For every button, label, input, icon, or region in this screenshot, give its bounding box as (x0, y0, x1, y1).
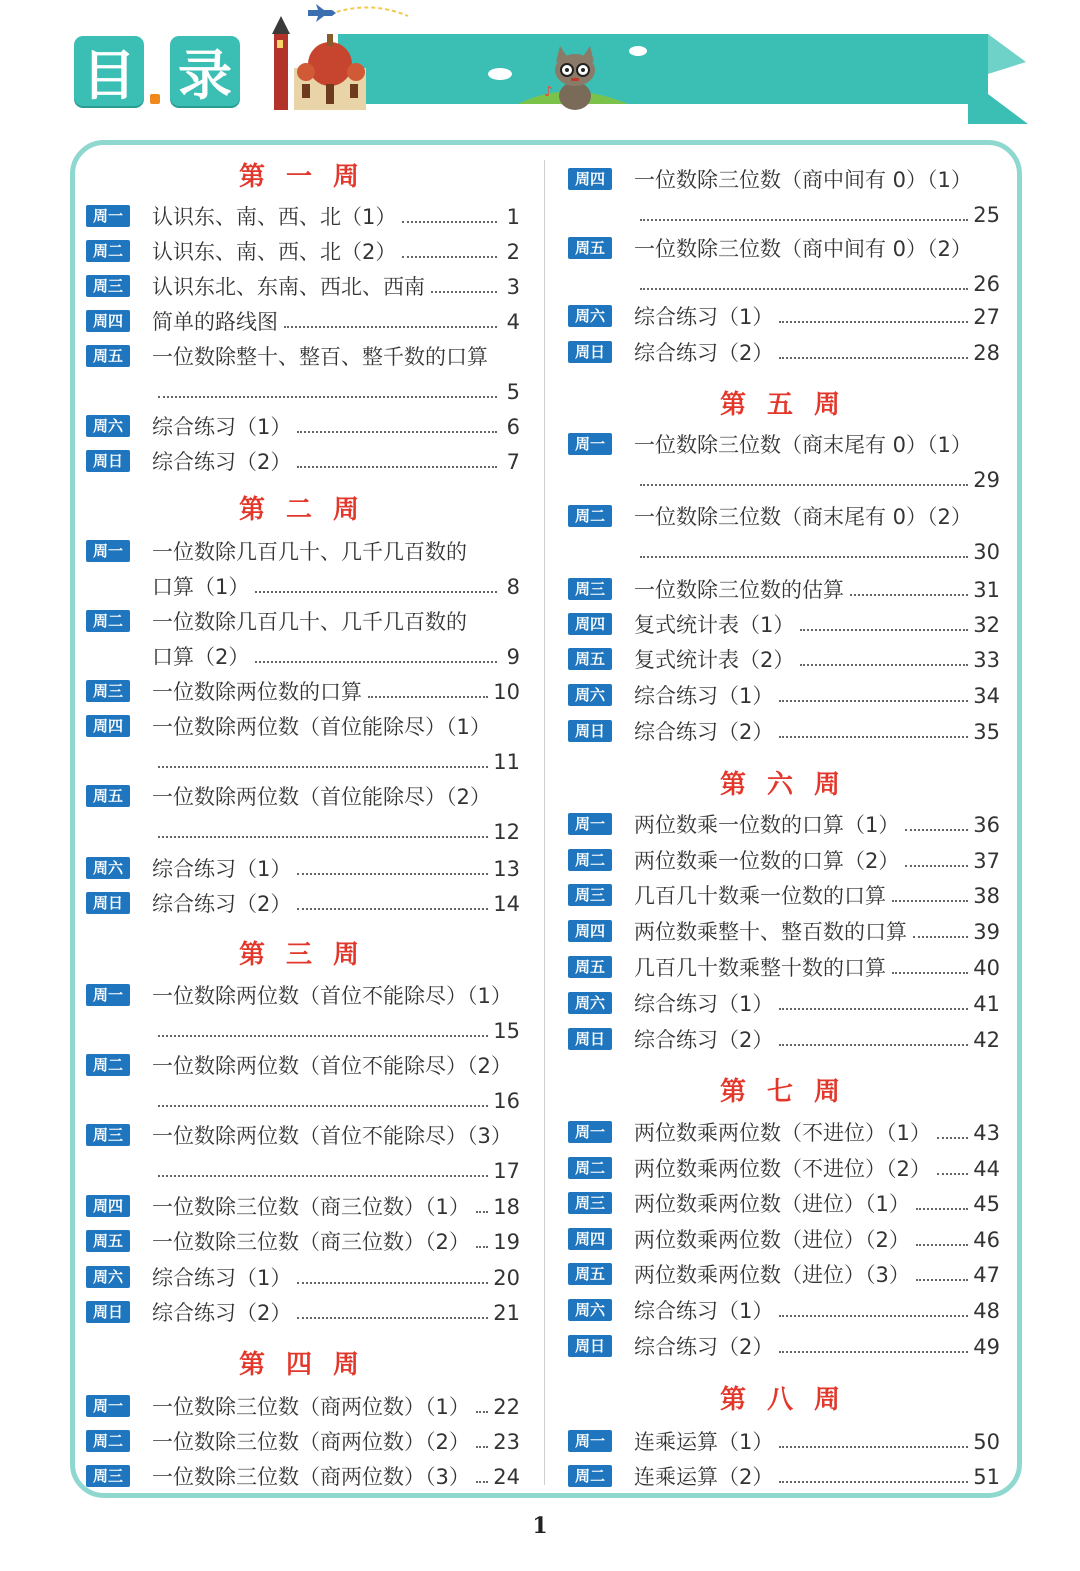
dot-leader (297, 466, 497, 468)
day-badge: 周四 (86, 715, 130, 737)
dot-leader (476, 1211, 488, 1213)
entry-title: 一位数除三位数（商中间有 0）（1） (634, 168, 972, 192)
day-badge: 周二 (86, 610, 130, 632)
entry-title: 一位数除三位数（商末尾有 0）（1） (634, 433, 972, 457)
dot-leader (800, 664, 968, 666)
cat-mascot-icon (540, 44, 610, 110)
dot-leader (640, 556, 968, 558)
entry-title: 两位数乘两位数（不进位）（2） (634, 1157, 931, 1181)
dot-leader (779, 700, 968, 702)
day-badge: 周日 (86, 892, 130, 914)
dot-leader (905, 829, 968, 831)
dot-leader (779, 1008, 968, 1010)
entry-title: 两位数乘一位数的口算（1） (634, 813, 900, 837)
week-title: 第 五 周 (719, 390, 847, 420)
day-badge: 周一 (568, 813, 612, 835)
day-badge: 周一 (568, 1121, 612, 1143)
day-badge: 周四 (86, 1195, 130, 1217)
dot-leader (779, 1315, 968, 1317)
page-ref: 51 (973, 1465, 1000, 1489)
day-badge: 周五 (568, 956, 612, 978)
day-badge: 周三 (86, 275, 130, 297)
day-badge: 周一 (86, 1395, 130, 1417)
entry-title: 连乘运算（1） (634, 1430, 774, 1454)
page-ref: 45 (973, 1192, 1000, 1216)
dot-leader (892, 972, 968, 974)
dot-leader (297, 1317, 488, 1319)
week-title: 第 三 周 (238, 940, 366, 970)
entry-title: 几百几十数乘整十数的口算 (634, 956, 886, 980)
entry-title: 综合练习（2） (634, 1028, 774, 1052)
column-divider (544, 160, 545, 1485)
day-badge: 周日 (86, 1301, 130, 1323)
dot-leader (779, 1446, 968, 1448)
dot-leader (158, 836, 488, 838)
day-badge: 周四 (86, 310, 130, 332)
dot-leader (158, 766, 488, 768)
entry-title: 一位数除整十、整百、整千数的口算 (152, 345, 488, 369)
entry-title: 综合练习（1） (152, 415, 292, 439)
entry-title: 两位数乘一位数的口算（2） (634, 849, 900, 873)
dot-leader (158, 396, 497, 398)
dot-leader (368, 696, 488, 698)
entry-title: 复式统计表（2） (634, 648, 795, 672)
dot-leader (476, 1411, 488, 1413)
page-ref: 41 (973, 992, 1000, 1016)
page-ref: 36 (973, 813, 1000, 837)
page-ref: 24 (493, 1465, 520, 1489)
day-badge: 周五 (568, 648, 612, 670)
entry-title: 综合练习（2） (634, 341, 774, 365)
page-ref: 39 (973, 920, 1000, 944)
day-badge: 周二 (86, 240, 130, 262)
entry-title: 一位数除三位数（商末尾有 0）（2） (634, 505, 972, 529)
day-badge: 周三 (568, 1192, 612, 1214)
entry-title: 一位数除两位数（首位不能除尽）（2） (152, 1054, 512, 1078)
entry-title: 一位数除三位数的估算 (634, 578, 844, 602)
entry-title: 认识东、南、西、北（2） (152, 240, 397, 264)
day-badge: 周五 (568, 237, 612, 259)
dot-leader (476, 1481, 488, 1483)
title-dot (150, 94, 160, 104)
entry-title: 综合练习（1） (634, 992, 774, 1016)
entry-title: 一位数除两位数（首位能除尽）（2） (152, 785, 491, 809)
page-ref: 40 (973, 956, 1000, 980)
dot-leader (916, 1279, 968, 1281)
entry-title: 两位数乘两位数（进位）（3） (634, 1263, 910, 1287)
dot-leader (255, 661, 497, 663)
dot-leader (800, 629, 968, 631)
dot-leader (779, 357, 968, 359)
entry-title: 简单的路线图 (152, 310, 278, 334)
page-ref: 4 (506, 310, 520, 334)
dot-leader (158, 1175, 488, 1177)
dot-leader (916, 1244, 968, 1246)
day-badge: 周二 (86, 1430, 130, 1452)
day-badge: 周三 (86, 1124, 130, 1146)
dot-leader (892, 900, 968, 902)
dot-leader (916, 1208, 968, 1210)
entry-title: 一位数除三位数（商两位数）（3） (152, 1465, 470, 1489)
entry-title: 一位数除几百几十、几千几百数的 (152, 610, 467, 634)
page-ref: 18 (493, 1195, 520, 1219)
page-ref: 32 (973, 613, 1000, 637)
day-badge: 周四 (568, 920, 612, 942)
entry-title: 综合练习（2） (634, 720, 774, 744)
dot-leader (297, 873, 488, 875)
day-badge: 周三 (568, 884, 612, 906)
page-ref: 1 (506, 205, 520, 229)
page-ref: 12 (493, 820, 520, 844)
entry-title: 一位数除三位数（商两位数）（2） (152, 1430, 470, 1454)
dot-leader (158, 1035, 488, 1037)
page-ref: 49 (973, 1335, 1000, 1359)
day-badge: 周二 (568, 1157, 612, 1179)
day-badge: 周四 (568, 168, 612, 190)
page-ref: 35 (973, 720, 1000, 744)
day-badge: 周二 (568, 1465, 612, 1487)
dot-leader (640, 484, 968, 486)
day-badge: 周二 (568, 505, 612, 527)
day-badge: 周六 (86, 857, 130, 879)
day-badge: 周二 (568, 849, 612, 871)
entry-title: 连乘运算（2） (634, 1465, 774, 1489)
header-banner (268, 34, 1028, 124)
page-ref: 20 (493, 1266, 520, 1290)
dot-leader (913, 936, 968, 938)
svg-text:♪: ♪ (544, 84, 553, 100)
page-number: 1 (532, 1513, 548, 1539)
page-ref: 19 (493, 1230, 520, 1254)
day-badge: 周五 (86, 345, 130, 367)
page-ref: 6 (506, 415, 520, 439)
day-badge: 周六 (568, 305, 612, 327)
title-char-2: 录 (170, 36, 240, 106)
week-title: 第 六 周 (719, 770, 847, 800)
dot-leader (640, 219, 968, 221)
page-ref: 7 (506, 450, 520, 474)
page-ref: 8 (506, 575, 520, 599)
page-ref: 14 (493, 892, 520, 916)
entry-title: 综合练习（2） (152, 892, 292, 916)
page-ref: 3 (506, 275, 520, 299)
dot-leader (431, 291, 497, 293)
airplane-icon (300, 0, 410, 24)
day-badge: 周一 (86, 984, 130, 1006)
entry-title: 综合练习（1） (152, 857, 292, 881)
page-ref: 38 (973, 884, 1000, 908)
entry-title: 认识东、南、西、北（1） (152, 205, 397, 229)
entry-title: 综合练习（1） (634, 305, 774, 329)
page-ref: 33 (973, 648, 1000, 672)
day-badge: 周三 (86, 680, 130, 702)
entry-title: 几百几十数乘一位数的口算 (634, 884, 886, 908)
page-ref: 50 (973, 1430, 1000, 1454)
dot-leader (779, 1044, 968, 1046)
dot-leader (255, 591, 497, 593)
page-ref: 15 (493, 1019, 520, 1043)
page-ref: 25 (973, 203, 1000, 227)
week-title: 第 七 周 (719, 1077, 847, 1107)
day-badge: 周三 (568, 578, 612, 600)
dot-leader (850, 594, 968, 596)
entry-title: 一位数除三位数（商三位数）（2） (152, 1230, 470, 1254)
entry-title: 口算（2） (152, 645, 250, 669)
week-title: 第 八 周 (719, 1385, 847, 1415)
day-badge: 周日 (568, 1028, 612, 1050)
dot-leader (937, 1137, 968, 1139)
page-ref: 30 (973, 540, 1000, 564)
week-title: 第 二 周 (238, 495, 366, 525)
day-badge: 周六 (568, 1299, 612, 1321)
page-ref: 16 (493, 1089, 520, 1113)
page-ref: 42 (973, 1028, 1000, 1052)
day-badge: 周日 (568, 720, 612, 742)
day-badge: 周六 (86, 1266, 130, 1288)
dot-leader (402, 221, 497, 223)
page-ref: 27 (973, 305, 1000, 329)
week-title: 第 一 周 (238, 162, 366, 192)
entry-title: 一位数除两位数的口算 (152, 680, 362, 704)
day-badge: 周日 (86, 450, 130, 472)
entry-title: 复式统计表（1） (634, 613, 795, 637)
page-ref: 22 (493, 1395, 520, 1419)
day-badge: 周五 (86, 785, 130, 807)
entry-title: 两位数乘两位数（进位）（2） (634, 1228, 910, 1252)
entry-title: 两位数乘两位数（进位）（1） (634, 1192, 910, 1216)
dot-leader (297, 431, 497, 433)
entry-title: 口算（1） (152, 575, 250, 599)
entry-title: 两位数乘整十、整百数的口算 (634, 920, 907, 944)
page-ref: 5 (506, 380, 520, 404)
entry-title: 综合练习（1） (634, 1299, 774, 1323)
entry-title: 一位数除几百几十、几千几百数的 (152, 540, 467, 564)
entry-title: 两位数乘两位数（不进位）（1） (634, 1121, 931, 1145)
day-badge: 周五 (86, 1230, 130, 1252)
dot-leader (476, 1246, 488, 1248)
day-badge: 周一 (568, 433, 612, 455)
dot-leader (158, 1105, 488, 1107)
dot-leader (476, 1446, 488, 1448)
page-ref: 17 (493, 1159, 520, 1183)
page-ref: 34 (973, 684, 1000, 708)
dot-leader (779, 1351, 968, 1353)
entry-title: 一位数除两位数（首位不能除尽）（1） (152, 984, 512, 1008)
week-title: 第 四 周 (238, 1350, 366, 1380)
page-header (0, 0, 1080, 135)
dot-leader (402, 256, 497, 258)
dot-leader (640, 288, 968, 290)
title-char-1: 目 (74, 36, 144, 106)
day-badge: 周六 (568, 684, 612, 706)
page-ref: 26 (973, 272, 1000, 296)
dot-leader (779, 321, 968, 323)
entry-title: 一位数除两位数（首位能除尽）（1） (152, 715, 491, 739)
page-ref: 11 (493, 750, 520, 774)
page-ref: 48 (973, 1299, 1000, 1323)
day-badge: 周日 (568, 1335, 612, 1357)
page-ref: 47 (973, 1263, 1000, 1287)
page-ref: 29 (973, 468, 1000, 492)
day-badge: 周二 (86, 1054, 130, 1076)
entry-title: 一位数除两位数（首位不能除尽）（3） (152, 1124, 512, 1148)
day-badge: 周一 (86, 540, 130, 562)
dot-leader (779, 1481, 968, 1483)
day-badge: 周一 (568, 1430, 612, 1452)
entry-title: 综合练习（2） (152, 450, 292, 474)
dot-leader (937, 1173, 968, 1175)
dot-leader (297, 908, 488, 910)
entry-title: 认识东北、东南、西北、西南 (152, 275, 425, 299)
page-ref: 9 (506, 645, 520, 669)
entry-title: 综合练习（2） (152, 1301, 292, 1325)
dot-leader (284, 326, 497, 328)
page-ref: 2 (506, 240, 520, 264)
dot-leader (779, 736, 968, 738)
day-badge: 周三 (86, 1465, 130, 1487)
page-ref: 46 (973, 1228, 1000, 1252)
dot-leader (905, 865, 968, 867)
day-badge: 周五 (568, 1263, 612, 1285)
page-ref: 31 (973, 578, 1000, 602)
page-ref: 44 (973, 1157, 1000, 1181)
day-badge: 周四 (568, 613, 612, 635)
page-ref: 23 (493, 1430, 520, 1454)
page-ref: 13 (493, 857, 520, 881)
entry-title: 综合练习（1） (634, 684, 774, 708)
page-ref: 43 (973, 1121, 1000, 1145)
entry-title: 综合练习（2） (634, 1335, 774, 1359)
entry-title: 一位数除三位数（商三位数）（1） (152, 1195, 470, 1219)
page-ref: 21 (493, 1301, 520, 1325)
castle-icon (270, 12, 370, 112)
day-badge: 周六 (86, 415, 130, 437)
day-badge: 周四 (568, 1228, 612, 1250)
entry-title: 一位数除三位数（商中间有 0）（2） (634, 237, 972, 261)
day-badge: 周一 (86, 205, 130, 227)
page-ref: 37 (973, 849, 1000, 873)
page-ref: 28 (973, 341, 1000, 365)
dot-leader (297, 1282, 488, 1284)
entry-title: 一位数除三位数（商两位数）（1） (152, 1395, 470, 1419)
entry-title: 综合练习（1） (152, 1266, 292, 1290)
page-ref: 10 (493, 680, 520, 704)
day-badge: 周六 (568, 992, 612, 1014)
day-badge: 周日 (568, 341, 612, 363)
